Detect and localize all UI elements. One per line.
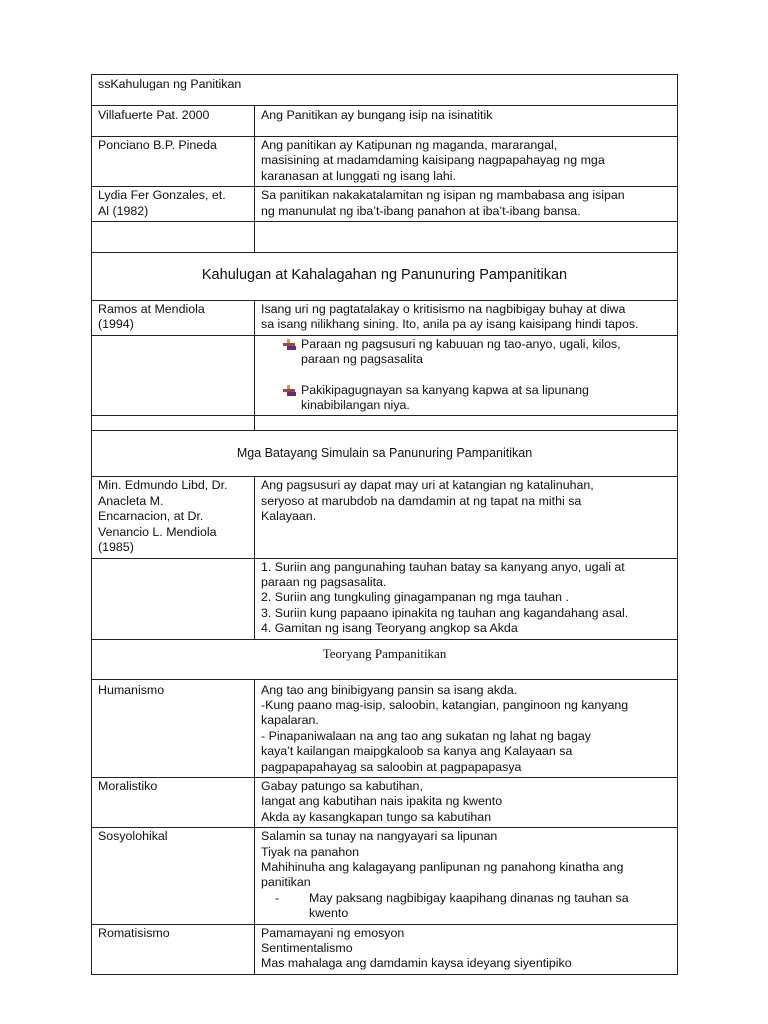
theory-line: kaya’t kailangan maipgkaloob sa kanya ang Kalayaan sa xyxy=(261,744,573,759)
table-row xyxy=(92,335,678,416)
theory-line: Pamamayani ng emosyon xyxy=(261,925,405,940)
table-row xyxy=(92,187,678,222)
list-item-line: Paraan ng pagsusuri ng kabuuan ng tao-anyo, ugali, kilos, xyxy=(301,336,621,351)
theory-line: Salamin sa tunay na nangyayari sa lipunan xyxy=(261,829,498,844)
definition-cell xyxy=(255,187,678,222)
list-item xyxy=(261,383,671,414)
author-cell xyxy=(92,106,255,137)
theory-line: Iangat ang kabutihan nais ipakita ng kwento xyxy=(261,794,503,809)
empty-cell xyxy=(255,416,678,431)
author-name: Ramos at Mendiola xyxy=(98,302,205,317)
list-item-text xyxy=(301,383,671,414)
author-name: Al (1982) xyxy=(98,203,149,218)
section-title-cell xyxy=(92,431,678,477)
theory-desc-cell xyxy=(255,924,678,974)
theory-name-cell xyxy=(92,828,255,924)
definition-cell xyxy=(255,301,678,336)
author-name: Lydia Fer Gonzales, et. xyxy=(98,188,226,203)
list-item xyxy=(261,891,671,922)
definition-line: Sa panitikan nakakatalamitan ng isipan ng mambabasa ang isipan xyxy=(261,188,625,203)
theory-line: Ang tao ang binibigyang pansin sa isang akda. xyxy=(261,682,518,697)
table-row xyxy=(92,253,678,301)
section-title-cell xyxy=(92,253,678,301)
bullet-icon xyxy=(283,384,301,398)
table-heading-cell xyxy=(92,75,678,106)
empty-cell xyxy=(92,558,255,639)
numbered-item: 3. Suriin kung papaano ipinakita ng tauhan ang kagandahang asal. xyxy=(261,605,629,620)
theory-desc-cell xyxy=(255,777,678,827)
table-heading: ssKahulugan ng Panitikan xyxy=(98,77,242,91)
author-name: Min. Edmundo Libd, Dr. xyxy=(98,478,228,493)
theory-line: Sentimentalismo xyxy=(261,941,353,956)
theory-line: pagpapapahayag sa saloobin at pagpapapasya xyxy=(261,759,522,774)
theory-name: Sosyolohikal xyxy=(98,829,168,844)
panitikan-table xyxy=(91,74,678,975)
theory-line: Tiyak na panahon xyxy=(261,844,360,859)
author-name: Anacleta M. xyxy=(98,493,164,508)
author-cell xyxy=(92,477,255,558)
definition-line: masisining at madamdaming kaisipang nagpapahayag ng mga xyxy=(261,153,605,168)
theory-line: Gabay patungo sa kabutihan, xyxy=(261,778,423,793)
table-row xyxy=(92,558,678,639)
dash-bullet: - xyxy=(275,890,280,905)
author-name: Ponciano B.P. Pineda xyxy=(98,138,217,152)
list-item-line: kinabibilangan niya. xyxy=(301,398,410,413)
table-row xyxy=(92,137,678,187)
author-name: Venancio L. Mendiola xyxy=(98,524,217,539)
empty-cell xyxy=(255,222,678,253)
table-row-empty xyxy=(92,222,678,253)
theory-line: -Kung paano mag-isip, saloobin, katangian, panginoon ng kanyang xyxy=(261,697,629,712)
theory-desc-cell xyxy=(255,679,678,777)
table-row xyxy=(92,106,678,137)
bullet-icon xyxy=(283,338,301,352)
definition-line: Ang panitikan ay Katipunan ng maganda, mararangal, xyxy=(261,138,558,152)
table-row xyxy=(92,431,678,477)
definition-text: Ang Panitikan ay bungang isip na isinatitik xyxy=(261,108,493,122)
theory-name-cell xyxy=(92,777,255,827)
definition-cell xyxy=(255,477,678,558)
numbered-item: 2. Suriin ang tungkuling ginagampanan ng mga tauhan . xyxy=(261,590,569,605)
author-cell xyxy=(92,187,255,222)
author-cell xyxy=(92,137,255,187)
list-item xyxy=(261,337,671,368)
table-row xyxy=(92,679,678,777)
definition-line: Kalayaan. xyxy=(261,509,317,524)
list-item-text xyxy=(301,337,671,368)
theory-line: Mas mahalaga ang damdamin kaysa ideyang siyentipiko xyxy=(261,956,572,971)
table-row-empty xyxy=(92,416,678,431)
numbered-item: 4. Gamitan ng isang Teoryang angkop sa Akda xyxy=(261,621,518,636)
numbered-list-cell xyxy=(255,558,678,639)
section-title: Teoryang Pampanitikan xyxy=(322,645,447,661)
theory-name: Romatisismo xyxy=(98,925,170,940)
theory-name: Moralistiko xyxy=(98,778,158,793)
theory-line: panitikan xyxy=(261,875,311,890)
table-row xyxy=(92,639,678,679)
table-row xyxy=(92,828,678,924)
section-title-cell xyxy=(92,639,678,679)
theory-name-cell xyxy=(92,679,255,777)
theory-desc-cell xyxy=(255,828,678,924)
definition-line: karanasan at lunggati ng isang lahi. xyxy=(261,168,456,183)
theory-line: - Pinapaniwalaan na ang tao ang sukatan ng lahat ng bagay xyxy=(261,728,591,743)
definition-line: Ang pagsusuri ay dapat may uri at katangian ng katalinuhan, xyxy=(261,478,594,493)
list-item-line: Pakikipagugnayan sa kanyang kapwa at sa lipunang xyxy=(301,382,589,397)
author-name: Encarnacion, at Dr. xyxy=(98,509,204,524)
theory-name-cell xyxy=(92,924,255,974)
list-item-line: paraan ng pagsasalita xyxy=(301,352,423,367)
empty-cell xyxy=(92,222,255,253)
definition-line: sa isang nilikhang sining. Ito, anila pa ay isang kaisipang hindi tapos. xyxy=(261,317,639,332)
theory-line: Mahihinuha ang kalagayang panlipunan ng panahong kinatha ang xyxy=(261,860,624,874)
definition-cell xyxy=(255,137,678,187)
section-title: Kahulugan at Kahalagahan ng Panunuring Pampanitikan xyxy=(201,267,568,284)
numbered-item: paraan ng pagsasalita. xyxy=(261,574,387,589)
bullet-list-cell xyxy=(255,335,678,416)
table-row xyxy=(92,477,678,558)
definition-line: ng manunulat ng iba’t-ibang panahon at iba’t-ibang bansa. xyxy=(261,203,581,218)
list-item-line: kwento xyxy=(309,906,349,921)
numbered-item: 1. Suriin ang pangunahing tauhan batay sa kanyang anyo, ugali at xyxy=(261,559,625,574)
definition-line: seryoso at marubdob na damdamin at ng tapat na mithi sa xyxy=(261,493,582,508)
definition-cell xyxy=(255,106,678,137)
author-cell xyxy=(92,301,255,336)
empty-cell xyxy=(92,335,255,416)
author-name: (1985) xyxy=(98,540,134,555)
theory-line: Akda ay kasangkapan tungo sa kabutihan xyxy=(261,809,492,824)
list-item-line: May paksang nagbibigay kaapihang dinanas ng tauhan sa xyxy=(309,890,629,905)
table-row xyxy=(92,777,678,827)
section-title: Mga Batayang Simulain sa Panunuring Pampanitikan xyxy=(236,445,533,460)
table-row xyxy=(92,301,678,336)
author-name: Villafuerte Pat. 2000 xyxy=(98,108,210,122)
table-row xyxy=(92,75,678,106)
empty-cell xyxy=(92,416,255,431)
author-name: (1994) xyxy=(98,317,134,332)
theory-name: Humanismo xyxy=(98,682,165,697)
table-row xyxy=(92,924,678,974)
theory-line: kapalaran. xyxy=(261,713,319,728)
definition-line: Isang uri ng pagtatalakay o kritisismo na nagbibigay buhay at diwa xyxy=(261,302,626,317)
